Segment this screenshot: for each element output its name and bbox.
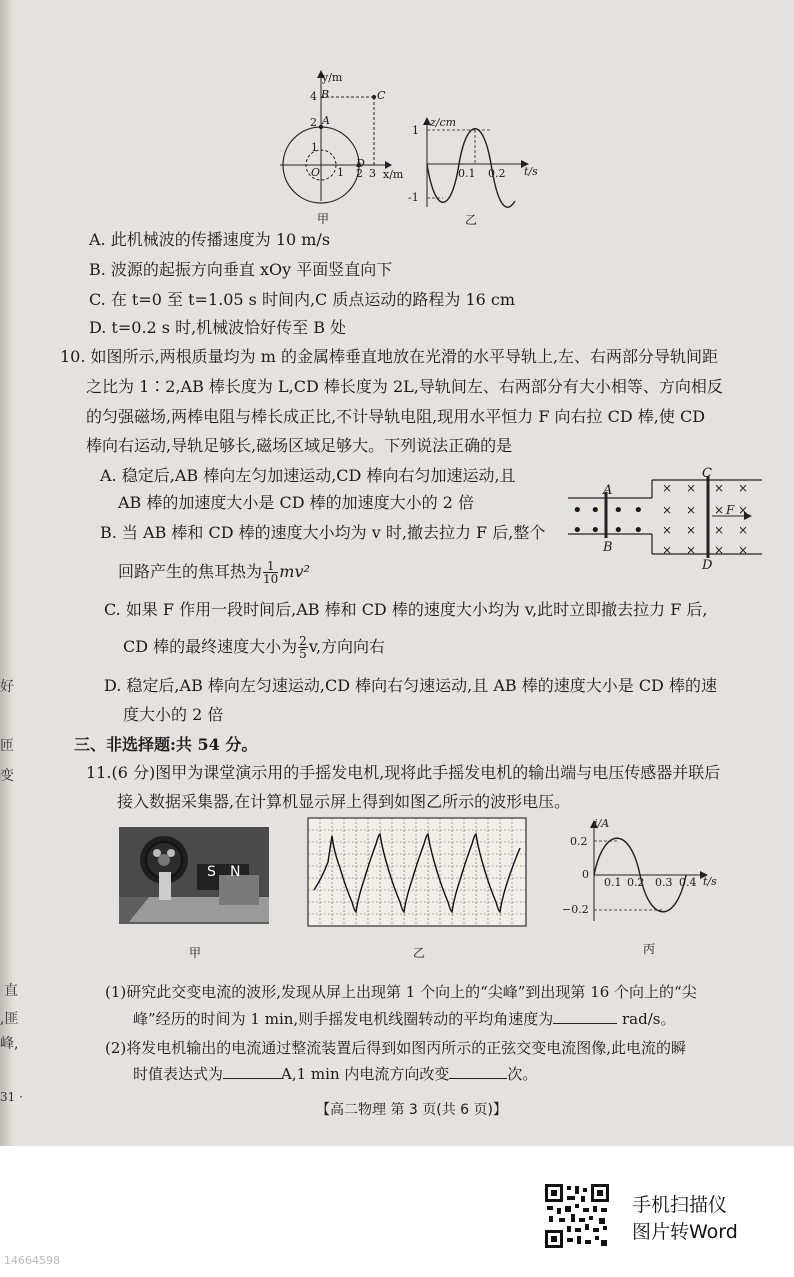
jia-point-c: C <box>377 89 386 102</box>
answer-blank-1[interactable] <box>553 1023 617 1024</box>
field-cross: × <box>662 503 673 517</box>
jia-tick-2: 2 <box>310 116 317 129</box>
field-cross: × <box>686 523 697 537</box>
c2-text: CD 棒的最终速度大小为 <box>123 637 298 656</box>
q9-option-a: A. 此机械波的传播速度为 10 m/s <box>89 230 331 249</box>
q10-stem-line3: 的匀强磁场,两棒电阻与棒长成正比,不计导轨电阻,现用水平恒力 F 向右拉 CD 棒,使 CD <box>86 407 706 426</box>
bing-tick-pos: 0.2 <box>570 835 588 848</box>
jia-point-a: A <box>322 114 330 127</box>
frac-num: 1 <box>263 560 278 573</box>
p2-end: 次。 <box>507 1065 538 1083</box>
q11-stem-line2: 接入数据采集器,在计算机显示屏上得到如图乙所示的波形电压。 <box>117 792 571 811</box>
q10-option-d-line2: 度大小的 2 倍 <box>123 705 224 724</box>
q9-option-c: C. 在 t=0 至 t=1.05 s 时间内,C 质点运动的路程为 16 cm <box>89 290 516 309</box>
b2-text: 回路产生的焦耳热为 <box>118 562 263 581</box>
jia-tick-1: 1 <box>311 141 318 154</box>
yi-tick-neg1: -1 <box>408 191 419 204</box>
yi-y-axis-label: z/cm <box>430 116 457 129</box>
margin-fragment: 峰, <box>0 1036 19 1052</box>
field-dot: • <box>633 500 644 521</box>
q11-part2-line2 <box>133 1064 537 1084</box>
jia-point-b: B <box>321 88 330 101</box>
margin-fragment: 直 <box>4 983 18 999</box>
field-cross: × <box>662 543 673 557</box>
jia-caption: 甲 <box>317 212 330 226</box>
b2-expr: mv² <box>279 562 310 581</box>
c2-expr: v,方向向右 <box>308 637 386 656</box>
field-cross: × <box>738 543 749 557</box>
q11-part2-line1: (2)将发电机输出的电流通过整流装置后得到如图丙所示的正弦交变电流图像,此电流的瞬 <box>105 1039 687 1057</box>
magnet-s: S <box>207 864 216 880</box>
p2-mid: A,1 min 内电流方向改变 <box>281 1065 450 1083</box>
scanner-app-line2: 图片转Word <box>632 1221 738 1243</box>
bing-tick-t1: 0.1 <box>604 876 622 889</box>
rail-label-a: A <box>603 483 613 498</box>
margin-fragment: ,匪 <box>0 1011 19 1027</box>
yi-x-axis-label: t/s <box>524 165 538 178</box>
waveform-caption-yi: 乙 <box>413 946 426 960</box>
q10-stem-line4: 棒向右运动,导轨足够长,磁场区域足够大。下列说法正确的是 <box>86 436 513 455</box>
field-cross: × <box>714 523 725 537</box>
field-cross: × <box>662 523 673 537</box>
q11-stem-line1: 11.(6 分)图甲为课堂演示用的手摇发电机,现将此手摇发电机的输出端与电压传感器并联后 <box>86 763 721 782</box>
field-dot: • <box>590 500 601 521</box>
figure-yi-zt-graph <box>405 115 535 215</box>
field-dot: • <box>613 520 624 541</box>
scanner-app-line1: 手机扫描仪 <box>632 1194 728 1216</box>
q10-option-b-line2 <box>118 555 310 589</box>
q10-option-a-line2: AB 棒的加速度大小是 CD 棒的加速度大小的 2 倍 <box>118 493 474 512</box>
page-footer: 【高二物理 第 3 页(共 6 页)】 <box>316 1102 507 1118</box>
qr-code-icon <box>545 1184 609 1248</box>
bing-tick-t3: 0.3 <box>655 876 673 889</box>
field-dot: • <box>572 500 583 521</box>
p1-text: 峰”经历的时间为 1 min,则手摇发电机线圈转动的平均角速度为 <box>133 1010 554 1028</box>
q10-option-b-line1: B. 当 AB 棒和 CD 棒的速度大小均为 v 时,撤去拉力 F 后,整个 <box>100 523 546 542</box>
fraction-2-5 <box>298 635 308 660</box>
margin-fragment: 好 <box>0 679 14 695</box>
bing-tick-t4: 0.4 <box>679 876 697 889</box>
page-shadow <box>0 0 14 1146</box>
q10-stem-line2: 之比为 1∶2,AB 棒长度为 L,CD 棒长度为 2L,导轨间左、右两部分有大小相等、方向相反 <box>86 377 723 396</box>
field-cross: × <box>714 481 725 495</box>
field-cross: × <box>686 543 697 557</box>
field-dot: • <box>572 520 583 541</box>
q9-option-d: D. t=0.2 s 时,机械波恰好传至 B 处 <box>89 318 347 337</box>
rail-label-c: C <box>702 466 712 481</box>
bing-origin: 0 <box>582 868 589 881</box>
frac-den: 10 <box>263 572 279 586</box>
q10-option-a-line1: A. 稳定后,AB 棒向左匀加速运动,CD 棒向右匀加速运动,且 <box>100 466 516 485</box>
rail-label-b: B <box>603 540 613 555</box>
jia-tick-4: 4 <box>310 90 317 103</box>
field-cross: × <box>686 503 697 517</box>
field-cross: × <box>714 543 725 557</box>
bing-tick-neg: −0.2 <box>562 903 589 916</box>
q11-part1-line2 <box>133 1009 675 1029</box>
graph-caption-bing: 丙 <box>643 942 656 956</box>
field-cross: × <box>738 503 749 517</box>
yi-tick-pos1: 1 <box>412 124 419 137</box>
frac-den: 5 <box>299 647 307 661</box>
p2-text: 时值表达式为 <box>133 1065 224 1083</box>
jia-tick-x3: 3 <box>369 167 376 180</box>
field-dot: • <box>613 500 624 521</box>
margin-fragment: 31 · <box>0 1090 23 1104</box>
bing-y-axis-label: i/A <box>594 817 610 830</box>
hand-generator-photo <box>119 827 269 924</box>
rail-label-f: F <box>726 503 735 517</box>
yi-tick-t1: 0.1 <box>458 167 476 180</box>
fraction-1-10 <box>263 560 278 585</box>
answer-blank-3[interactable] <box>449 1078 507 1079</box>
yi-caption: 乙 <box>465 213 478 227</box>
margin-fragment: 变 <box>0 768 14 784</box>
oscilloscope-waveform <box>308 818 526 926</box>
q10-option-d-line1: D. 稳定后,AB 棒向左匀速运动,CD 棒向右匀速运动,且 AB 棒的速度大小是 CD 棒的速 <box>104 676 717 695</box>
section-three-heading: 三、非选择题:共 54 分。 <box>74 735 258 754</box>
q10-option-c-line1: C. 如果 F 作用一段时间后,AB 棒和 CD 棒的速度大小均为 v,此时立即撤去拉力 F 后, <box>104 600 708 619</box>
bing-tick-t2: 0.2 <box>627 876 645 889</box>
q9-option-b: B. 波源的起振方向垂直 xOy 平面竖直向下 <box>89 260 393 279</box>
bing-x-axis-label: t/s <box>703 875 717 888</box>
field-cross: × <box>662 481 673 495</box>
frac-num: 2 <box>299 634 307 648</box>
jia-tick-x1: 1 <box>337 166 344 179</box>
q10-stem-line1: 10. 如图所示,两根质量均为 m 的金属棒垂直地放在光滑的水平导轨上,左、右两部分导轨间距 <box>60 347 719 366</box>
jia-y-axis-label: y/m <box>322 71 343 84</box>
jia-x-axis-label: x/m <box>383 168 404 181</box>
p1-unit: rad/s。 <box>621 1010 676 1028</box>
field-cross: × <box>738 523 749 537</box>
yi-tick-t2: 0.2 <box>488 167 506 180</box>
rail-label-d: D <box>702 558 713 573</box>
field-cross: × <box>738 481 749 495</box>
jia-tick-x2: 2 <box>356 167 363 180</box>
margin-fragment: 匝 <box>0 738 14 754</box>
q11-part1-line1: (1)研究此交变电流的波形,发现从屏上出现第 1 个向上的“尖峰”到出现第 16 个向上的“尖 <box>105 983 697 1001</box>
q10-option-c-line2 <box>123 630 385 664</box>
jia-point-d: D <box>356 157 365 170</box>
figure-jia-circle-diagram <box>270 66 400 206</box>
field-cross: × <box>686 481 697 495</box>
field-dot: • <box>633 520 644 541</box>
jia-origin: O <box>311 166 321 179</box>
photo-caption-jia: 甲 <box>189 946 202 960</box>
field-cross: × <box>714 503 725 517</box>
magnet-n: N <box>230 864 241 880</box>
answer-blank-2[interactable] <box>223 1078 281 1079</box>
document-id: 14664598 <box>4 1254 60 1267</box>
field-dot: • <box>590 520 601 541</box>
